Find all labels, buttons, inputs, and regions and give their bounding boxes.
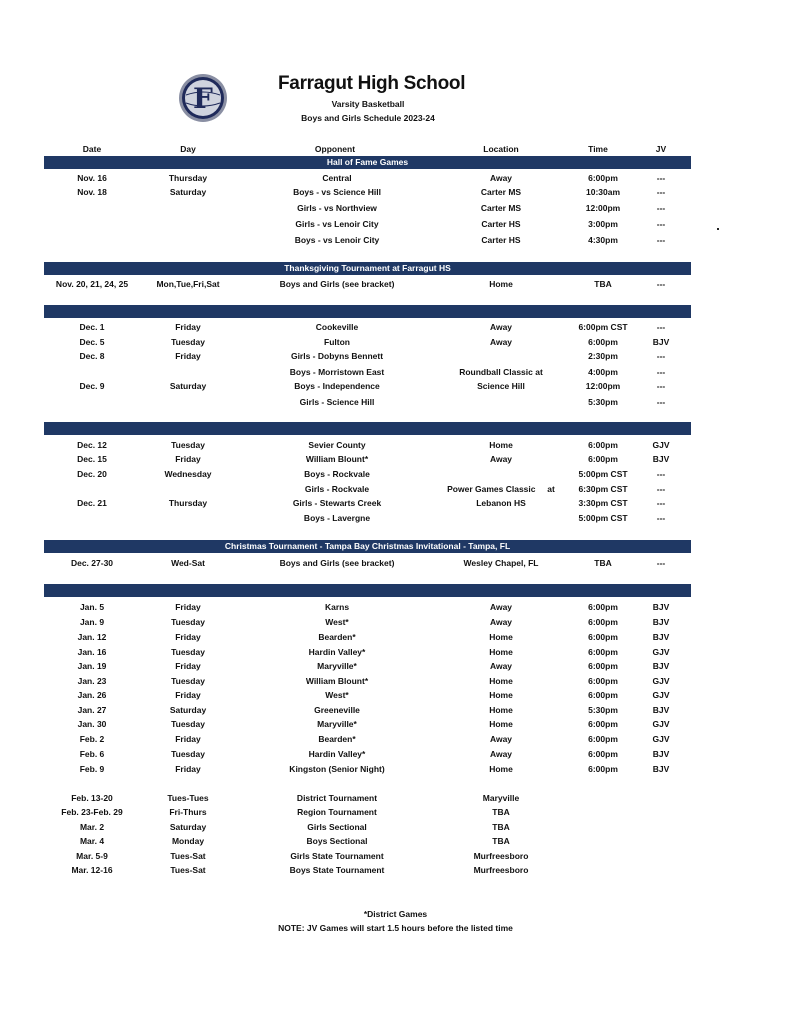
- game-opponent: Region Tournament: [297, 807, 377, 817]
- game-jv: GJV: [652, 690, 670, 700]
- table-row: [0, 321, 791, 334]
- column-header-date: Date: [82, 144, 102, 154]
- game-date: Jan. 30: [77, 719, 107, 729]
- game-time: 12:00pm: [585, 203, 621, 213]
- game-time: 6:00pm: [588, 764, 618, 774]
- game-opponent: Girls - Dobyns Bennett: [290, 351, 384, 361]
- game-date: Feb. 6: [79, 749, 105, 759]
- game-location: Home: [489, 279, 513, 289]
- game-opponent: Boys - Lavergne: [303, 513, 371, 523]
- table-row: [0, 468, 791, 481]
- game-day: Tues-Sat: [170, 851, 206, 861]
- game-time: 6:00pm: [588, 734, 618, 744]
- game-jv: ---: [656, 397, 666, 407]
- game-jv: GJV: [652, 647, 670, 657]
- game-day: Tuesday: [171, 440, 205, 450]
- table-row: [0, 821, 791, 834]
- table-row: [0, 186, 791, 199]
- table-row: [0, 497, 791, 510]
- game-jv: ---: [656, 351, 666, 361]
- table-row: [0, 748, 791, 761]
- game-date: Dec. 5: [79, 337, 105, 347]
- table-row: [0, 835, 791, 848]
- table-row: [0, 792, 791, 805]
- game-jv: BJV: [652, 617, 670, 627]
- game-time: 6:00pm: [588, 690, 618, 700]
- table-row: [0, 850, 791, 863]
- game-time: 5:00pm CST: [578, 469, 628, 479]
- game-date: Jan. 9: [79, 617, 105, 627]
- game-opponent: District Tournament: [296, 793, 378, 803]
- game-date: Dec. 21: [77, 498, 107, 508]
- district-games-note: *District Games: [363, 909, 428, 919]
- game-time: TBA: [594, 279, 612, 289]
- game-date: Feb. 23-Feb. 29: [61, 807, 123, 817]
- table-row: [0, 453, 791, 466]
- table-row: [0, 675, 791, 688]
- game-time: 6:00pm: [588, 676, 618, 686]
- game-date: Feb. 9: [79, 764, 105, 774]
- game-jv: BJV: [652, 749, 670, 759]
- game-location: Murfreesboro: [473, 851, 529, 861]
- game-date: Mar. 5-9: [76, 851, 108, 861]
- game-jv: ---: [656, 279, 666, 289]
- section-bar-blank: [44, 422, 691, 435]
- game-location: Away: [489, 173, 513, 183]
- table-row: [0, 202, 791, 215]
- game-location: Carter HS: [481, 235, 521, 245]
- page-subtitle: Varsity Basketball: [331, 99, 405, 109]
- game-day: Friday: [175, 602, 201, 612]
- game-time: 6:00pm: [588, 602, 618, 612]
- game-opponent: Hardin Valley*: [308, 647, 366, 657]
- game-opponent: Girls - vs Northview: [297, 203, 377, 213]
- game-opponent: Boys - Morristown East: [289, 367, 385, 377]
- game-opponent: Karns: [324, 602, 350, 612]
- game-date: Mar. 12-16: [71, 865, 113, 875]
- table-row: [0, 806, 791, 819]
- game-location: Away: [489, 661, 513, 671]
- game-time: 6:00pm: [588, 719, 618, 729]
- game-day: Saturday: [169, 822, 207, 832]
- game-date: Dec. 12: [77, 440, 107, 450]
- column-header-day: Day: [180, 144, 196, 154]
- game-day: Tuesday: [171, 676, 205, 686]
- game-day: Wed-Sat: [171, 558, 205, 568]
- table-row: [0, 483, 791, 496]
- game-jv: BJV: [652, 454, 670, 464]
- table-row: [0, 660, 791, 673]
- game-location: Home: [489, 647, 513, 657]
- game-day: Tues-Sat: [170, 865, 206, 875]
- table-row: [0, 646, 791, 659]
- game-date: Dec. 27-30: [70, 558, 114, 568]
- game-location: TBA: [492, 807, 510, 817]
- table-row: [0, 704, 791, 717]
- game-location: Carter MS: [480, 187, 522, 197]
- game-location: Home: [489, 705, 513, 715]
- game-opponent: Girls - Rockvale: [304, 484, 370, 494]
- table-row: [0, 366, 791, 379]
- game-jv: ---: [656, 367, 666, 377]
- game-location: Home: [489, 690, 513, 700]
- game-day: Thursday: [168, 173, 208, 183]
- game-day: Friday: [175, 351, 201, 361]
- game-day: Friday: [175, 764, 201, 774]
- section-bar-christmas: Christmas Tournament - Tampa Bay Christmas Invitational - Tampa, FL: [44, 540, 691, 553]
- game-day: Thursday: [168, 498, 208, 508]
- game-location: Home: [489, 440, 513, 450]
- game-location: Away: [489, 454, 513, 464]
- table-row: [0, 601, 791, 614]
- game-time: 12:00pm: [585, 381, 621, 391]
- game-date: Jan. 12: [77, 632, 107, 642]
- game-opponent: William Blount*: [305, 454, 369, 464]
- game-location: Wesley Chapel, FL: [463, 558, 539, 568]
- game-day: Tuesday: [171, 337, 205, 347]
- game-date: Nov. 18: [77, 187, 107, 197]
- game-jv: ---: [656, 173, 666, 183]
- table-row: [0, 218, 791, 231]
- page-title: Farragut High School: [278, 73, 466, 94]
- game-opponent: West*: [325, 690, 349, 700]
- game-opponent: Girls - Science Hill: [299, 397, 375, 407]
- game-jv: BJV: [652, 602, 670, 612]
- game-jv: BJV: [652, 632, 670, 642]
- game-date: Jan. 16: [77, 647, 107, 657]
- game-time: 6:00pm: [588, 661, 618, 671]
- game-time: 5:00pm CST: [578, 513, 628, 523]
- game-location: Maryville: [482, 793, 520, 803]
- game-location: Roundball Classic at: [459, 367, 543, 377]
- game-day: Tuesday: [171, 749, 205, 759]
- game-opponent: Girls State Tournament: [290, 851, 384, 861]
- game-opponent: Cookeville: [315, 322, 359, 332]
- game-day: Saturday: [169, 187, 207, 197]
- table-row: [0, 616, 791, 629]
- game-opponent: Girls Sectional: [307, 822, 367, 832]
- game-time: 4:30pm: [588, 235, 618, 245]
- game-time: 6:00pm CST: [578, 322, 628, 332]
- table-row: [0, 380, 791, 393]
- game-jv: ---: [656, 498, 666, 508]
- table-row: [0, 864, 791, 877]
- game-date: Dec. 15: [77, 454, 107, 464]
- game-opponent: Boys - vs Science Hill: [293, 187, 381, 197]
- table-row: [0, 172, 791, 185]
- table-row: [0, 733, 791, 746]
- game-location: Away: [489, 734, 513, 744]
- game-opponent: Boys - Independence: [294, 381, 380, 391]
- game-day: Fri-Thurs: [169, 807, 207, 817]
- game-time: 3:00pm: [588, 219, 618, 229]
- table-row: [0, 396, 791, 409]
- game-time: 4:00pm: [588, 367, 618, 377]
- game-time: 6:00pm: [588, 647, 618, 657]
- game-opponent: Fulton: [324, 337, 350, 347]
- game-jv: BJV: [652, 337, 670, 347]
- game-location: Away: [489, 337, 513, 347]
- game-date: Feb. 2: [79, 734, 105, 744]
- game-opponent: Girls - vs Lenoir City: [295, 219, 379, 229]
- game-jv: ---: [656, 235, 666, 245]
- game-date: Jan. 27: [77, 705, 107, 715]
- game-day: Wednesday: [164, 469, 212, 479]
- game-jv: ---: [656, 322, 666, 332]
- game-location: Away: [489, 322, 513, 332]
- schedule-subtitle: Boys and Girls Schedule 2023-24: [301, 113, 435, 123]
- game-time: 6:00pm: [588, 454, 618, 464]
- game-location: Carter HS: [481, 219, 521, 229]
- game-day: Tues-Tues: [167, 793, 209, 803]
- game-day: Saturday: [169, 381, 207, 391]
- game-opponent: Boys and Girls (see bracket): [279, 279, 395, 289]
- game-location: Home: [489, 632, 513, 642]
- game-opponent: Greeneville: [314, 705, 360, 715]
- game-date: Nov. 16: [77, 173, 107, 183]
- game-time: 6:00pm: [588, 617, 618, 627]
- section-bar-thanksgiving: Thanksgiving Tournament at Farragut HS: [44, 262, 691, 275]
- game-day: Friday: [175, 632, 201, 642]
- game-time: 6:00pm: [588, 632, 618, 642]
- game-date: Dec. 20: [77, 469, 107, 479]
- game-opponent: Boys Sectional: [306, 836, 368, 846]
- game-location: TBA: [492, 822, 510, 832]
- game-opponent: Sevier County: [308, 440, 366, 450]
- game-time: 6:00pm: [588, 440, 618, 450]
- game-jv: ---: [656, 381, 666, 391]
- game-date: Nov. 20, 21, 24, 25: [55, 279, 129, 289]
- school-logo: [178, 73, 228, 123]
- game-jv: ---: [656, 469, 666, 479]
- game-location: Home: [489, 764, 513, 774]
- game-location: Away: [489, 617, 513, 627]
- table-row: [0, 557, 791, 570]
- section-bar-blank: [44, 584, 691, 597]
- game-date: Dec. 9: [79, 381, 105, 391]
- column-header-jv: JV: [655, 144, 667, 154]
- game-day: Monday: [171, 836, 205, 846]
- game-time: 6:30pm CST: [578, 484, 628, 494]
- game-time: 3:30pm CST: [578, 498, 628, 508]
- game-opponent: William Blount*: [305, 676, 369, 686]
- game-time: 6:00pm: [588, 173, 618, 183]
- column-header-time: Time: [588, 144, 608, 154]
- game-jv: ---: [656, 203, 666, 213]
- game-opponent: Boys - Rockvale: [304, 469, 370, 479]
- column-header-location: Location: [483, 144, 519, 154]
- game-jv: BJV: [652, 705, 670, 715]
- game-opponent: Boys and Girls (see bracket): [279, 558, 395, 568]
- game-time: 6:00pm: [588, 337, 618, 347]
- game-day: Friday: [175, 322, 201, 332]
- game-opponent: Bearden*: [318, 734, 356, 744]
- jv-games-note: NOTE: JV Games will start 1.5 hours before the listed time: [278, 923, 513, 933]
- game-date: Dec. 1: [79, 322, 105, 332]
- game-opponent: Boys - vs Lenoir City: [294, 235, 380, 245]
- game-opponent: West*: [325, 617, 349, 627]
- game-opponent: Girls - Stewarts Creek: [292, 498, 382, 508]
- game-opponent: Kingston (Senior Night): [289, 764, 385, 774]
- section-bar-hall-of-fame: Hall of Fame Games: [44, 156, 691, 169]
- game-day: Mon,Tue,Fri,Sat: [156, 279, 220, 289]
- game-time: 5:30pm: [588, 397, 618, 407]
- game-time: 6:00pm: [588, 749, 618, 759]
- game-date: Jan. 26: [77, 690, 107, 700]
- game-jv: GJV: [652, 719, 670, 729]
- game-jv: BJV: [652, 661, 670, 671]
- game-location: TBA: [492, 836, 510, 846]
- game-time: 2:30pm: [588, 351, 618, 361]
- game-opponent: Central: [322, 173, 352, 183]
- table-row: [0, 718, 791, 731]
- game-opponent: Maryville*: [317, 661, 357, 671]
- game-day: Friday: [175, 454, 201, 464]
- game-location: Lebanon HS: [476, 498, 526, 508]
- logo-letter: F: [193, 82, 213, 115]
- game-time: 10:30am: [585, 187, 621, 197]
- game-date: Feb. 13-20: [71, 793, 113, 803]
- game-time: 5:30pm: [588, 705, 618, 715]
- game-day: Friday: [175, 690, 201, 700]
- game-location: Home: [489, 719, 513, 729]
- game-location: Away: [489, 749, 513, 759]
- table-row: [0, 763, 791, 776]
- table-row: [0, 512, 791, 525]
- table-row: [0, 631, 791, 644]
- game-jv: GJV: [652, 676, 670, 686]
- game-time: TBA: [594, 558, 612, 568]
- game-day: Tuesday: [171, 647, 205, 657]
- game-jv: ---: [656, 187, 666, 197]
- game-jv: ---: [656, 219, 666, 229]
- game-opponent: Maryville*: [317, 719, 357, 729]
- game-day: Saturday: [169, 705, 207, 715]
- game-day: Tuesday: [171, 617, 205, 627]
- game-date: Jan. 5: [79, 602, 105, 612]
- game-opponent: Bearden*: [318, 632, 356, 642]
- game-location: Away: [489, 602, 513, 612]
- table-row: [0, 234, 791, 247]
- game-jv: ---: [656, 484, 666, 494]
- table-row: [0, 278, 791, 291]
- game-date: Jan. 23: [77, 676, 107, 686]
- game-jv: ---: [656, 513, 666, 523]
- game-date: Dec. 8: [79, 351, 105, 361]
- game-location: Power Games Classic at: [447, 484, 555, 494]
- game-location: Carter MS: [480, 203, 522, 213]
- table-row: [0, 689, 791, 702]
- game-day: Friday: [175, 661, 201, 671]
- game-jv: ---: [656, 558, 666, 568]
- table-row: [0, 439, 791, 452]
- game-location: Science Hill: [477, 381, 525, 391]
- game-opponent: Hardin Valley*: [308, 749, 366, 759]
- game-location: Murfreesboro: [473, 865, 529, 875]
- game-jv: GJV: [652, 734, 670, 744]
- game-date: Mar. 2: [79, 822, 105, 832]
- game-day: Friday: [175, 734, 201, 744]
- table-row: [0, 336, 791, 349]
- game-jv: BJV: [652, 764, 670, 774]
- game-date: Mar. 4: [79, 836, 105, 846]
- game-opponent: Boys State Tournament: [289, 865, 385, 875]
- game-date: Jan. 19: [77, 661, 107, 671]
- table-row: [0, 350, 791, 363]
- section-bar-blank: [44, 305, 691, 318]
- game-day: Tuesday: [171, 719, 205, 729]
- game-location: Home: [489, 676, 513, 686]
- game-jv: GJV: [652, 440, 670, 450]
- column-header-opponent: Opponent: [314, 144, 356, 154]
